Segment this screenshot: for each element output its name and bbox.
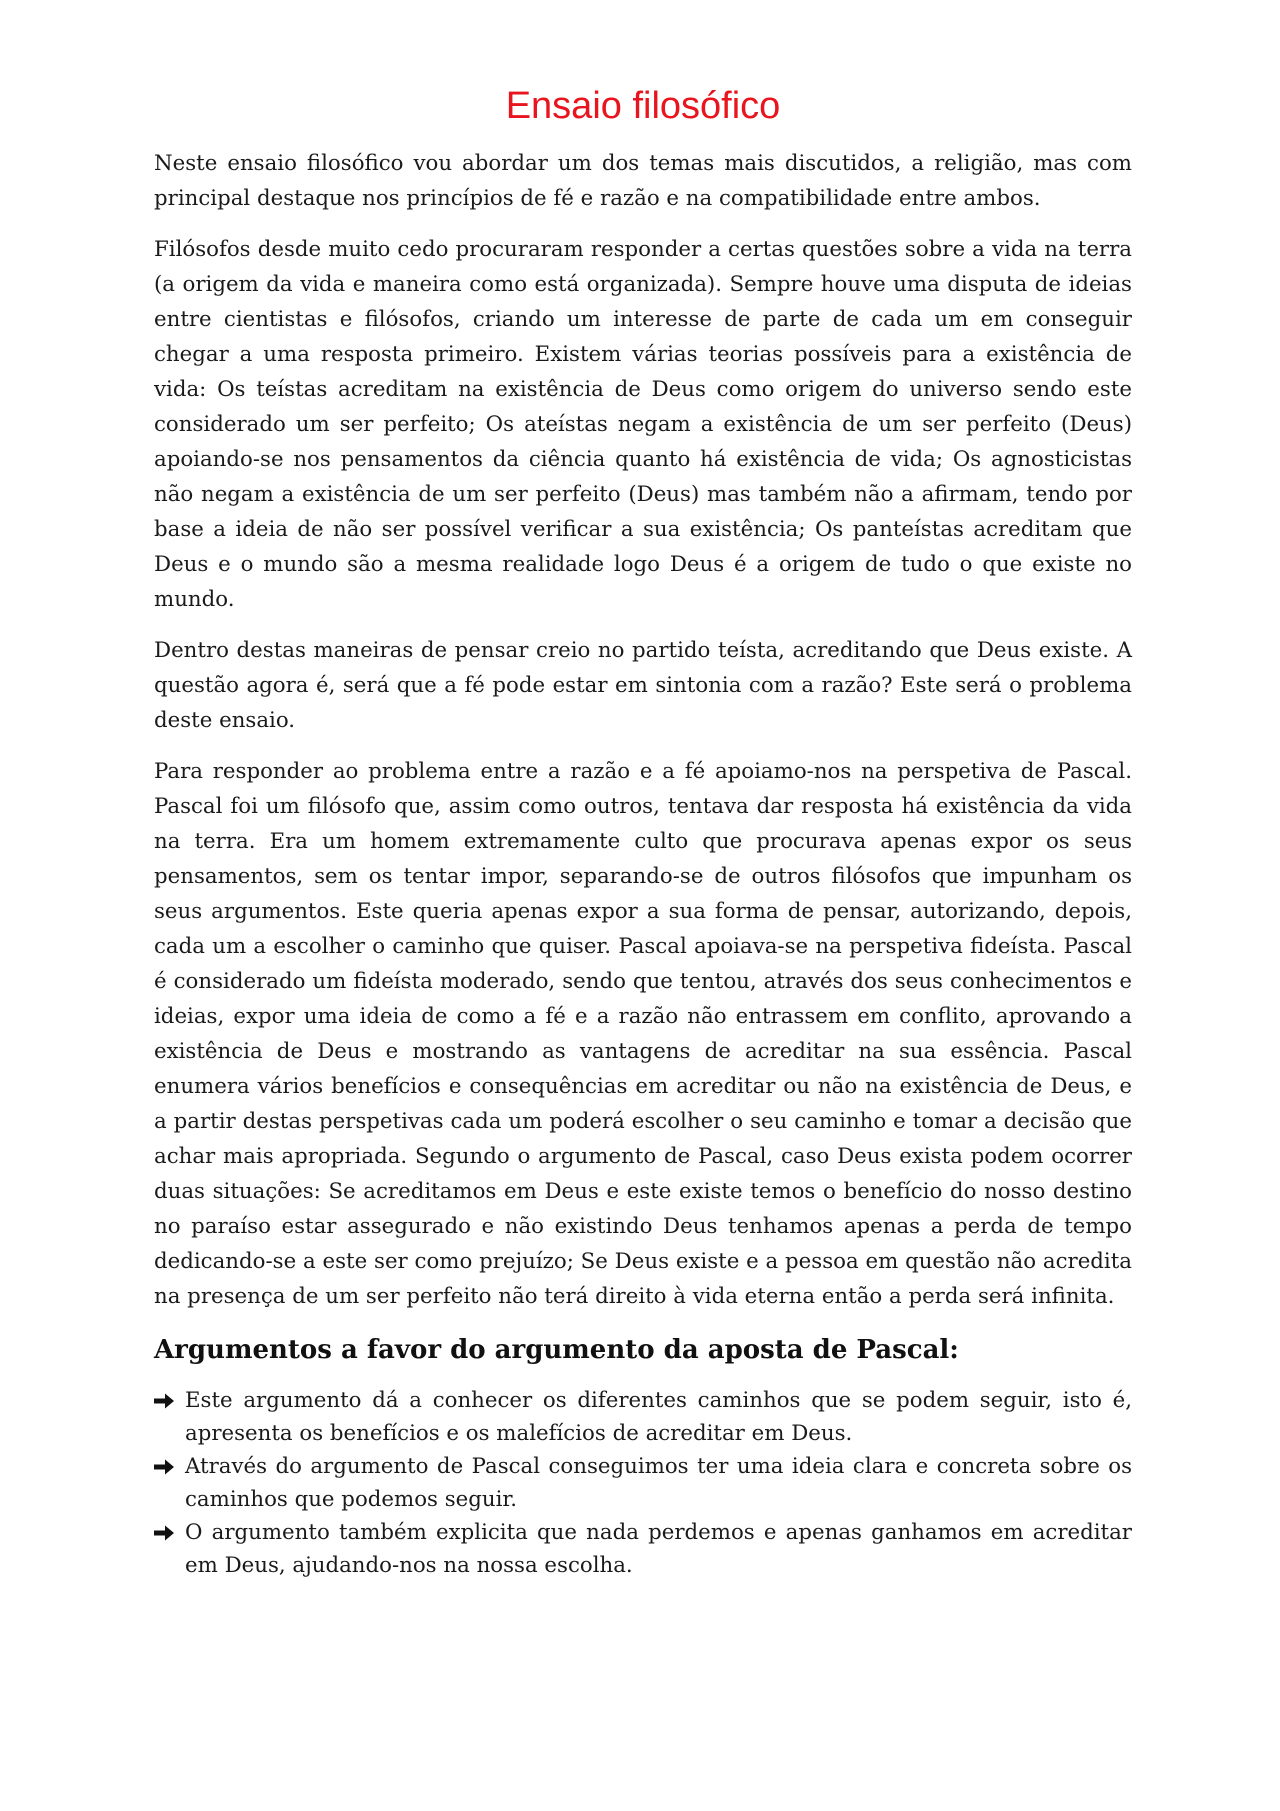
arrow-right-icon (152, 1384, 176, 1417)
paragraph-problem: Dentro destas maneiras de pensar creio no partido teísta, acreditando que Deus existe. A questão agora é, será que a fé pode estar em sintonia com a razão? Este será o problema deste ensaio. (154, 638, 1132, 733)
list-item-text: O argumento também explicita que nada perdemos e apenas ganhamos em acreditar em Deus, ajudando-nos na nossa escolha. (185, 1520, 1132, 1578)
arrow-right-icon (152, 1516, 176, 1549)
list-item-text: Este argumento dá a conhecer os diferentes caminhos que se podem seguir, isto é, apresenta os benefícios e os malefícios de acreditar em Deus. (185, 1388, 1132, 1446)
arrow-right-icon (152, 1450, 176, 1483)
paragraph-introduction: Neste ensaio filosófico vou abordar um dos temas mais discutidos, a religião, mas com principal destaque nos princípios de fé e razão e na compatibilidade entre ambos. (154, 151, 1132, 211)
document-body (154, 78, 1132, 1582)
list-item-text: Através do argumento de Pascal conseguimos ter uma ideia clara e concreta sobre os caminhos que podemos seguir. (185, 1454, 1132, 1512)
list-item (154, 1384, 1132, 1450)
document-title: Ensaio filosófico (505, 85, 781, 127)
section-heading: Argumentos a favor do argumento da aposta de Pascal: (154, 1335, 959, 1365)
paragraph-pascal: Para responder ao problema entre a razão e a fé apoiamo-nos na perspetiva de Pascal. Pascal foi um filósofo que, assim como outros, tentava dar resposta há existência da vida na terra. Era um homem extremamente culto que procurava apenas expor os seus pensamentos, sem os tentar impor, separando-se de outros filósofos que impunham os seus argumentos. Este queria apenas expor a sua forma de pensar, autorizando, depois, cada um a escolher o caminho que quiser. Pascal apoiava-se na perspetiva fideísta. Pascal é considerado um fideísta moderado, sendo que tentou, através dos seus conhecimentos e ideias, expor uma ideia de como a fé e a razão não entrassem em conflito, aprovando a existência de Deus e mostrando as vantagens de acreditar na sua essência. Pascal enumera vários benefícios e consequências em acreditar ou não na existência de Deus, e a partir destas perspetivas cada um poderá escolher o seu caminho e tomar a decisão que achar mais apropriada. Segundo o argumento de Pascal, caso Deus exista podem ocorrer duas situações: Se acreditamos em Deus e este existe temos o benefício do nosso destino no paraíso estar assegurado e não existindo Deus tenhamos apenas a perda de tempo dedicando-se a este ser como prejuízo; Se Deus existe e a pessoa em questão não acredita na presença de um ser perfeito não terá direito à vida eterna então a perda será infinita. (154, 759, 1132, 1309)
bullet-list (154, 1384, 1132, 1582)
list-item (154, 1450, 1132, 1516)
list-item (154, 1516, 1132, 1582)
paragraph-theories: Filósofos desde muito cedo procuraram responder a certas questões sobre a vida na terra (a origem da vida e maneira como está organizada). Sempre houve uma disputa de ideias entre cientistas e filósofos, criando um interesse de parte de cada um em conseguir chegar a uma resposta primeiro. Existem várias teorias possíveis para a existência de vida: Os teístas acreditam na existência de Deus como origem do universo sendo este considerado um ser perfeito; Os ateístas negam a existência de um ser perfeito (Deus) apoiando-se nos pensamentos da ciência quanto há existência de vida; Os agnosticistas não negam a existência de um ser perfeito (Deus) mas também não a afirmam, tendo por base a ideia de não ser possível verificar a sua existência; Os panteístas acreditam que Deus e o mundo são a mesma realidade logo Deus é a origem de tudo o que existe no mundo. (154, 237, 1132, 612)
